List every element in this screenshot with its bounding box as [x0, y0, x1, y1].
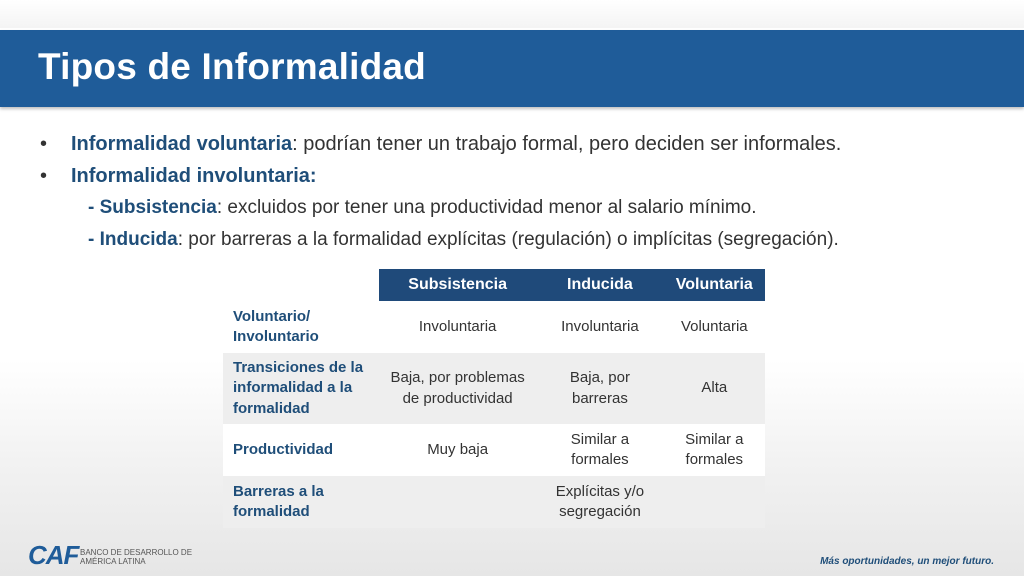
sub-item-bold: - Subsistencia	[88, 197, 217, 218]
footer-tagline: Más oportunidades, un mejor futuro.	[820, 556, 994, 567]
table-row	[223, 301, 765, 353]
bank-name: BANCO DE DESARROLLO DE AMÉRICA LATINA	[80, 548, 193, 566]
slide-title: Tipos de Informalidad	[38, 46, 426, 87]
sub-item-inducida	[40, 224, 1000, 256]
bullet-text: : podrían tener un trabajo formal, pero deciden ser informales.	[292, 133, 842, 155]
table-cell: Baja, por problemas de productividad	[379, 353, 536, 424]
table-cell: Alta	[664, 353, 765, 424]
table-row	[223, 353, 765, 424]
bullet-bold: Informalidad voluntaria	[71, 133, 293, 155]
bullet-item-involuntaria	[40, 160, 1000, 192]
table-cell: Similar a formales	[664, 424, 765, 476]
bullet-dot: •	[40, 165, 48, 187]
table-row	[223, 424, 765, 476]
table-cell	[379, 476, 536, 528]
table-cell: Baja, por barreras	[536, 353, 663, 424]
table-header-row	[223, 269, 765, 301]
sub-item-bold: - Inducida	[88, 229, 178, 250]
table-row	[223, 476, 765, 528]
header-inducida: Inducida	[536, 269, 663, 301]
bullet-list	[40, 128, 1000, 256]
bullet-bold: Informalidad involuntaria:	[71, 165, 317, 187]
top-strip	[0, 0, 1024, 28]
row-label: Voluntario/ Involuntario	[223, 301, 379, 353]
row-label: Transiciones de la informalidad a la formalidad	[223, 353, 379, 424]
table-corner-cell	[223, 269, 379, 301]
header-subsistencia: Subsistencia	[379, 269, 536, 301]
sub-item-text: : por barreras a la formalidad explícitas (regulación) o implícitas (segregación).	[177, 229, 839, 250]
table-cell: Muy baja	[379, 424, 536, 476]
row-label: Productividad	[223, 424, 379, 476]
informality-table	[223, 269, 765, 528]
caf-logo-mark: CAF	[28, 540, 79, 570]
sub-item-subsistencia	[40, 192, 1000, 224]
table-cell: Involuntaria	[536, 301, 663, 353]
table-cell	[664, 476, 765, 528]
table-cell: Similar a formales	[536, 424, 663, 476]
header-voluntaria: Voluntaria	[664, 269, 765, 301]
table-cell: Involuntaria	[379, 301, 536, 353]
bullet-dot: •	[40, 133, 48, 155]
bullet-item-voluntaria	[40, 128, 1000, 160]
table-cell: Voluntaria	[664, 301, 765, 353]
sub-item-text: : excluidos por tener una productividad menor al salario mínimo.	[216, 197, 757, 218]
title-bar	[0, 30, 1024, 107]
table-cell: Explícitas y/o segregación	[536, 476, 663, 528]
row-label: Barreras a la formalidad	[223, 476, 379, 528]
